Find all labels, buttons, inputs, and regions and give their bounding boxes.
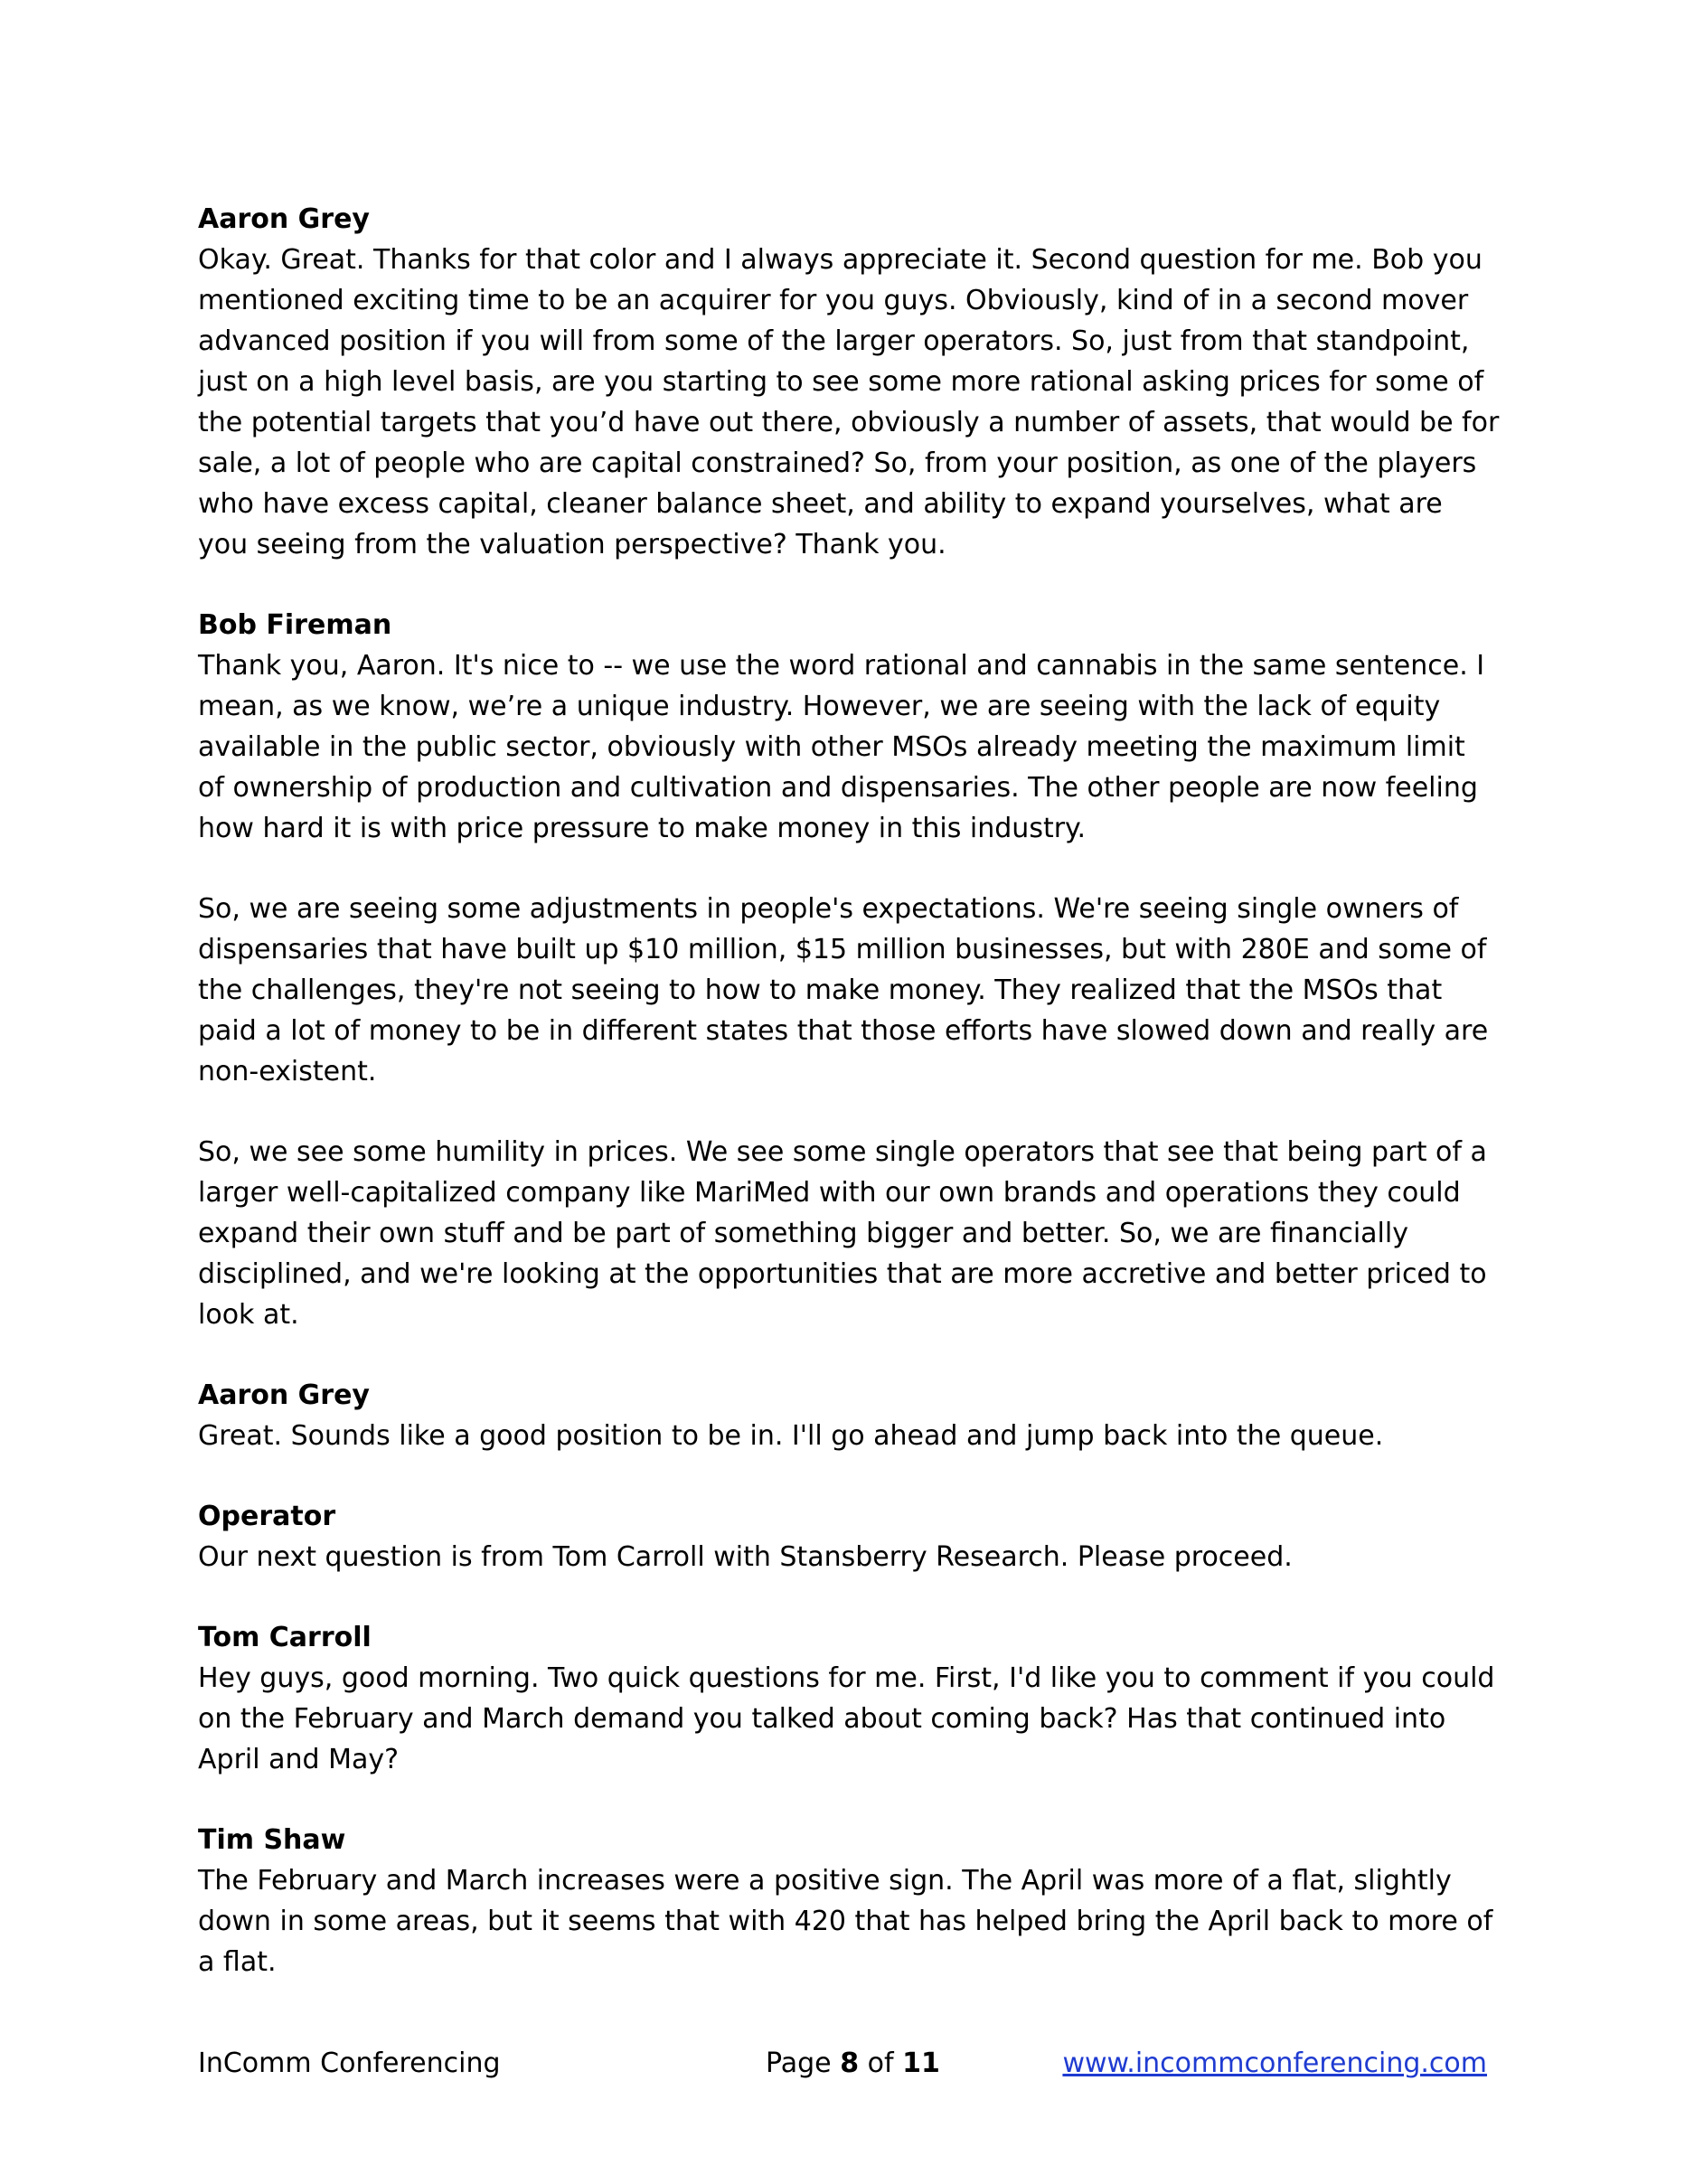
speaker-name: Bob Fireman (198, 609, 392, 641)
speech-paragraph: Our next question is from Tom Carroll with Stansberry Research. Please proceed. (198, 1541, 1293, 1573)
speaker-name: Aaron Grey (198, 203, 370, 235)
transcript (198, 199, 1500, 2022)
page-footer (198, 2043, 1487, 2084)
transcript-block (198, 605, 1500, 1335)
footer-company: InComm Conferencing (198, 2048, 501, 2079)
speech-paragraph: Thank you, Aaron. It's nice to -- we use the word rational and cannabis in the same sentence. I mean, as we know, we’re a unique industry. However, we are seeing with the lack of equity available in the public sector, obviously with other MSOs already meeting the maximum limit of ownership of production and cultivation and dispensaries. The other people are now feeling how hard it is with price pressure to make money in this industry. (198, 650, 1485, 844)
speech-paragraph: The February and March increases were a positive sign. The April was more of a flat, slightly down in some areas, but it seems that with 420 that has helped bring the April back to more of a flat. (198, 1865, 1493, 1978)
transcript-block (198, 1375, 1500, 1456)
speech-paragraph: Great. Sounds like a good position to be in. I'll go ahead and jump back into the queue. (198, 1420, 1384, 1452)
speech-paragraph: So, we are seeing some adjustments in people's expectations. We're seeing single owners of dispensaries that have built up $10 million, $15 million businesses, but with 280E and some of the challenges, they're not seeing to how to make money. They realized that the MSOs that paid a lot of money to be in different states that those efforts have slowed down and really are non-existent. (198, 893, 1489, 1087)
speaker-name: Tom Carroll (198, 1622, 372, 1653)
page-total: 11 (902, 2048, 940, 2079)
page-number (766, 2043, 940, 2084)
page-prefix: Page (766, 2048, 832, 2079)
transcript-block (198, 199, 1500, 565)
transcript-block (198, 1617, 1500, 1780)
transcript-block (198, 1820, 1500, 1982)
speaker-name: Operator (198, 1501, 336, 1532)
page-of: of (867, 2048, 894, 2079)
page-current: 8 (840, 2048, 860, 2079)
speech-paragraph: Okay. Great. Thanks for that color and I always appreciate it. Second question for me. Bob you mentioned exciting time to be an acquirer for you guys. Obviously, kind of in a second mover advanced position if you will from some of the larger operators. So, just from that standpoint, just on a high level basis, are you starting to see some more rational asking prices for some of the potential targets that you’d have out there, obviously a number of assets, that would be for sale, a lot of people who are capital constrained? So, from your position, as one of the players who have excess capital, cleaner balance sheet, and ability to expand yourselves, what are you seeing from the valuation perspective? Thank you. (198, 244, 1500, 560)
speaker-name: Aaron Grey (198, 1379, 370, 1411)
speaker-name: Tim Shaw (198, 1824, 346, 1856)
speech-paragraph: Hey guys, good morning. Two quick questions for me. First, I'd like you to comment if you could on the February and March demand you talked about coming back? Has that continued into April and May? (198, 1662, 1495, 1775)
website-link[interactable]: www.incommconferencing.com (1062, 2048, 1487, 2079)
transcript-block (198, 1496, 1500, 1577)
speech-paragraph: So, we see some humility in prices. We see some single operators that see that being part of a larger well-capitalized company like MariMed with our own brands and operations they could expand their own stuff and be part of something bigger and better. So, we are financially disciplined, and we're looking at the opportunities that are more accretive and better priced to look at. (198, 1136, 1487, 1331)
